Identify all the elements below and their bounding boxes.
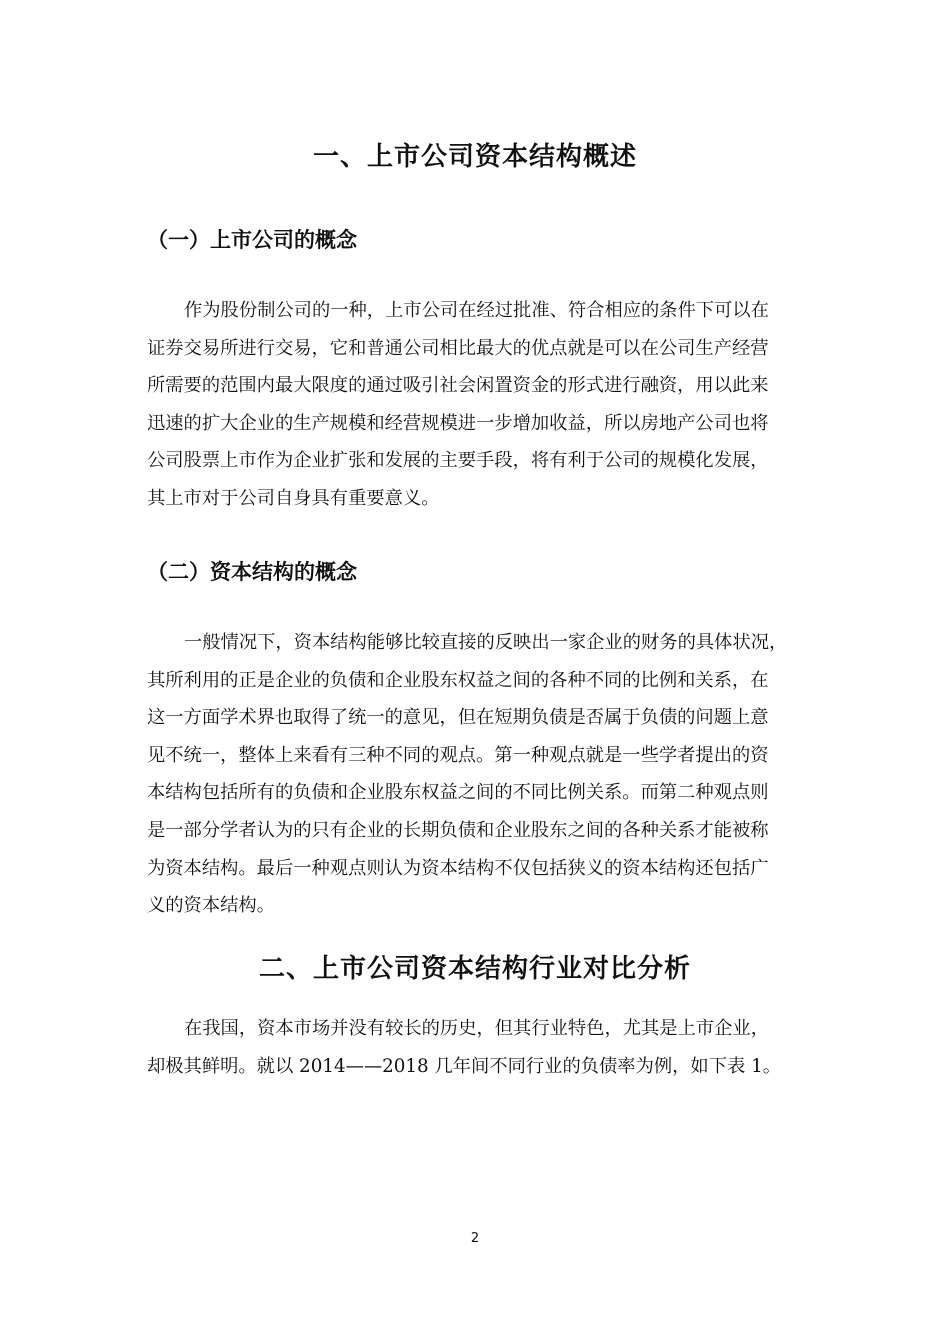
section-1-heading: 一、上市公司资本结构概述 [312,142,637,172]
paragraph-line: 所需要的范围内最大限度的通过吸引社会闲置资金的形式进行融资，用以此来 [147,375,769,397]
paragraph-line: 是一部分学者认为的只有企业的长期负债和企业股东之间的各种关系才能被称 [147,819,769,841]
paragraph-line: 本结构包括所有的负债和企业股东权益之间的不同比例关系。而第二种观点则 [147,782,769,804]
paragraph-line: 证券交易所进行交易，它和普通公司相比最大的优点就是可以在公司生产经营 [147,337,769,359]
paragraph-line: 其上市对于公司自身具有重要意义。 [147,487,440,509]
paragraph-line: 一般情况下，资本结构能够比较直接的反映出一家企业的财务的具体状况， [184,632,788,653]
paragraph-line: 在我国，资本市场并没有较长的历史，但其行业特色，尤其是上市企业， [184,1018,769,1039]
section-2-heading: 二、上市公司资本结构行业对比分析 [258,954,691,984]
subsection-2-paragraph [147,624,813,925]
subsection-1-paragraph [147,292,813,518]
paragraph-line: 却极其鲜明。就以 2014——2018 几年间不同行业的负债率为例，如下表 1。 [147,1055,781,1077]
paragraph-line: 其所利用的正是企业的负债和企业股东权益之间的各种不同的比例和关系，在 [147,669,769,691]
paragraph-line: 作为股份制公司的一种，上市公司在经过批准、符合相应的条件下可以在 [184,300,769,321]
paragraph-line: 迅速的扩大企业的生产规模和经营规模进一步增加收益，所以房地产公司也将 [147,412,769,434]
paragraph-line: 公司股票上市作为企业扩张和发展的主要手段，将有利于公司的规模化发展， [147,450,769,472]
paragraph-line: 见不统一，整体上来看有三种不同的观点。第一种观点就是一些学者提出的资 [147,744,769,766]
subsection-2-heading: （二）资本结构的概念 [147,560,357,584]
paragraph-line: 为资本结构。最后一种观点则认为资本结构不仅包括狭义的资本结构还包括广 [147,857,769,879]
subsection-1-heading: （一）上市公司的概念 [147,228,357,252]
paragraph-line: 这一方面学术界也取得了统一的意见，但在短期负债是否属于负债的问题上意 [147,707,769,729]
section-2-paragraph [147,1010,813,1085]
page-number: 2 [470,1231,480,1246]
paragraph-line: 义的资本结构。 [147,895,275,917]
